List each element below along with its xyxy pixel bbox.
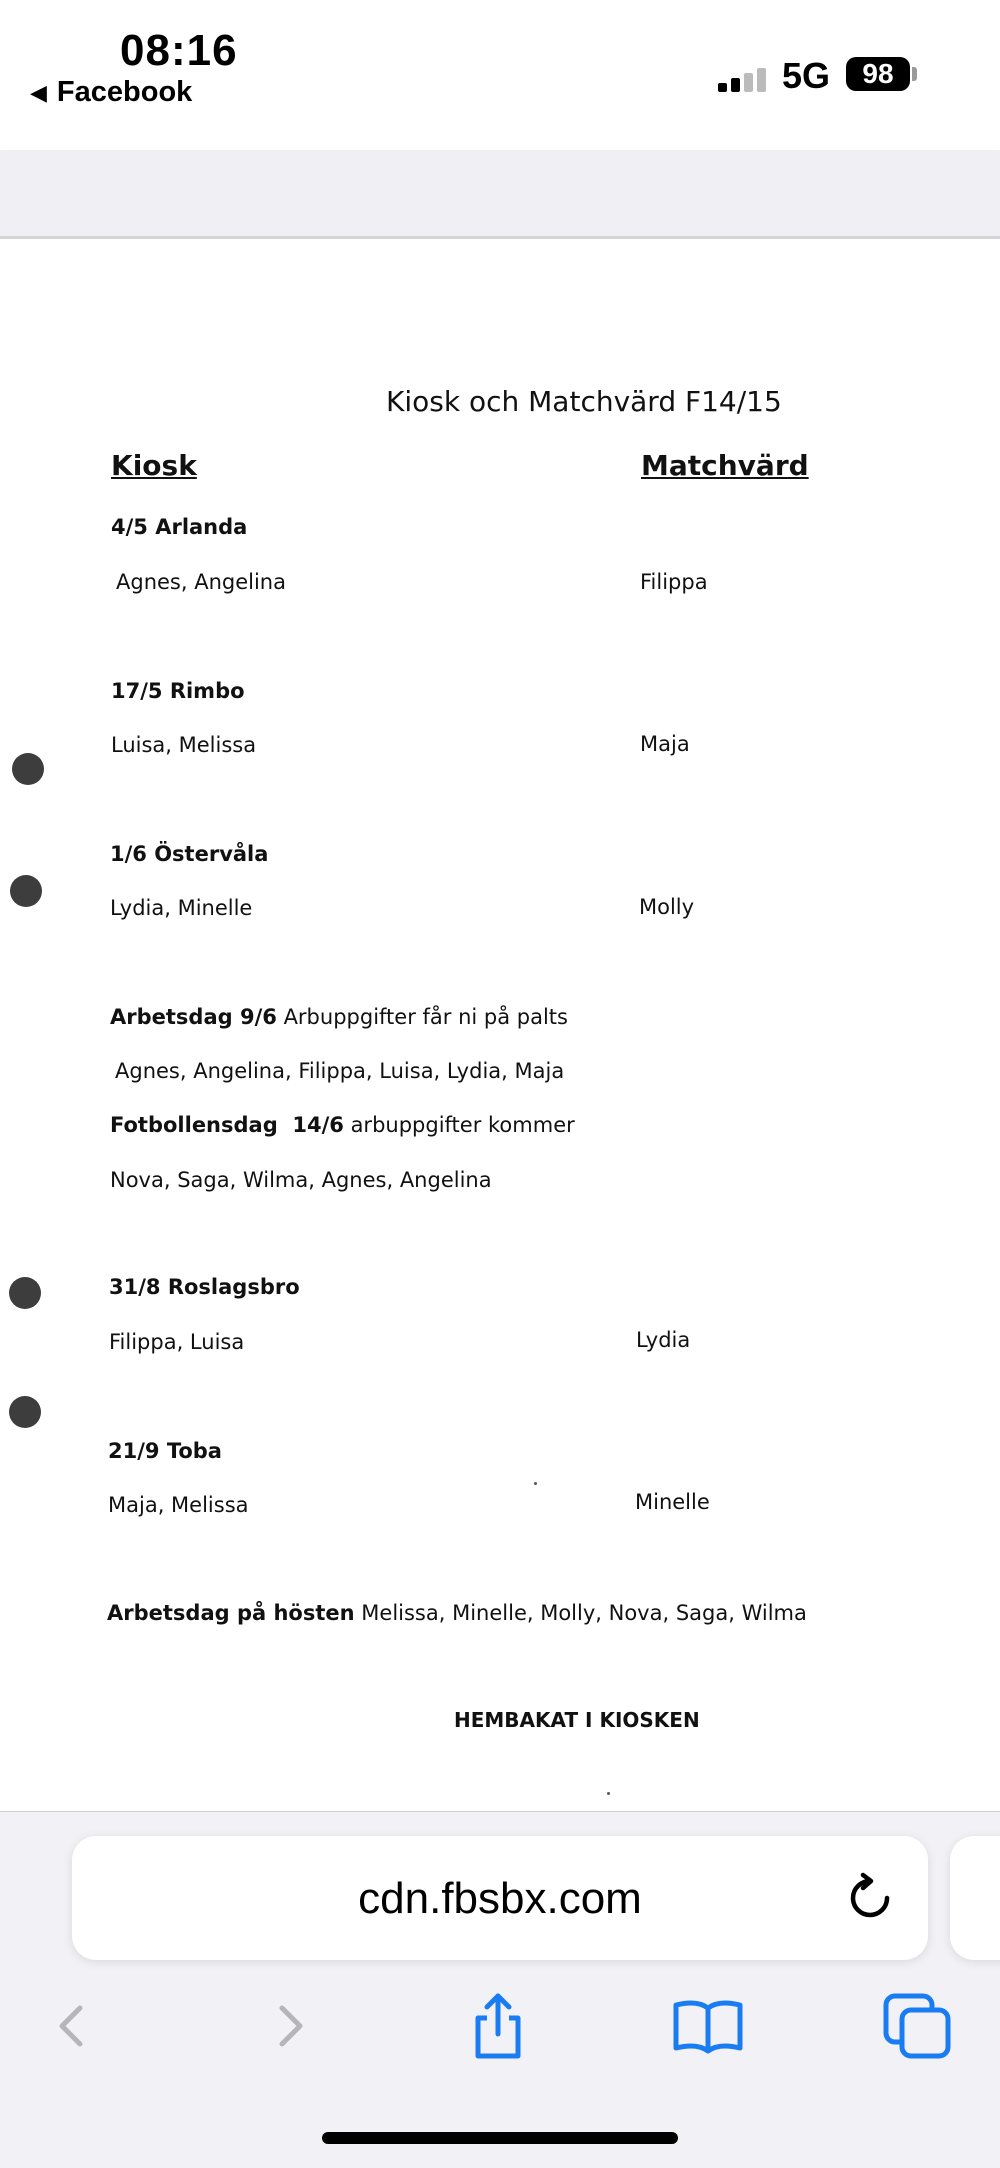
arbetsdag-label: Arbetsdag 9/6 [110, 1005, 277, 1029]
match-heading: 1/6 Östervåla [110, 842, 269, 866]
match-heading: 17/5 Rimbo [111, 679, 245, 703]
scan-speck [607, 1792, 610, 1795]
url-text: cdn.fbsbx.com [358, 1874, 642, 1923]
hosten-label: Arbetsdag på hösten [107, 1601, 355, 1625]
doc-footer: HEMBAKAT I KIOSKEN [454, 1708, 700, 1732]
signal-icon [718, 70, 770, 92]
back-app-label: Facebook [56, 76, 193, 108]
home-indicator[interactable] [322, 2132, 678, 2144]
browser-toolbar [0, 1811, 1000, 2168]
kiosk-names: Luisa, Melissa [111, 733, 257, 757]
kiosk-names: Filippa, Luisa [109, 1330, 245, 1354]
hosten-line [107, 1601, 807, 1625]
kiosk-column-heading: Kiosk [111, 449, 197, 482]
match-heading: 4/5 Arlanda [111, 515, 248, 539]
tabs-icon[interactable] [880, 1988, 956, 2064]
back-triangle-icon: ◀ [30, 79, 47, 105]
back-icon[interactable] [34, 1988, 110, 2064]
matchvard-name: Lydia [636, 1328, 691, 1352]
binder-hole [9, 1277, 41, 1309]
fotbollensdag-note: arbuppgifter kommer [350, 1113, 575, 1137]
clock: 08:16 [120, 26, 238, 75]
kiosk-names: Maja, Melissa [108, 1493, 249, 1517]
doc-title: Kiosk och Matchvärd F14/15 [386, 385, 782, 418]
next-tab-preview[interactable] [950, 1836, 1000, 1960]
matchvard-column-heading: Matchvärd [641, 449, 809, 482]
kiosk-names: Agnes, Angelina [116, 570, 286, 594]
arbetsdag-names: Agnes, Angelina, Filippa, Luisa, Lydia, Maja [115, 1059, 565, 1083]
network-type: 5G [782, 55, 831, 96]
fotbollensdag-line [110, 1113, 575, 1137]
matchvard-name: Molly [639, 895, 695, 919]
match-heading: 21/9 Toba [108, 1439, 222, 1463]
fotbollensdag-names: Nova, Saga, Wilma, Agnes, Angelina [110, 1168, 492, 1192]
matchvard-name: Filippa [640, 570, 708, 594]
arbetsdag-note: Arbuppgifter får ni på palts [283, 1005, 568, 1029]
matchvard-name: Maja [640, 732, 690, 756]
fotbollensdag-label: Fotbollensdag 14/6 [110, 1113, 344, 1137]
document-page [0, 239, 1000, 1811]
battery-tip [912, 67, 917, 81]
binder-hole [10, 875, 42, 907]
bookmarks-icon[interactable] [670, 1988, 746, 2064]
matchvard-name: Minelle [635, 1490, 710, 1514]
scan-speck [534, 1482, 537, 1485]
forward-icon[interactable] [252, 1988, 328, 2064]
arbetsdag-line [110, 1005, 568, 1029]
reload-icon[interactable] [842, 1870, 898, 1926]
status-bar [0, 0, 1000, 150]
page-top-band [0, 150, 1000, 239]
match-heading: 31/8 Roslagsbro [109, 1275, 300, 1299]
binder-hole [12, 753, 44, 785]
share-icon[interactable] [460, 1988, 536, 2064]
address-bar[interactable] [72, 1836, 928, 1960]
binder-hole [9, 1396, 41, 1428]
kiosk-names: Lydia, Minelle [110, 896, 253, 920]
hosten-names: Melissa, Minelle, Molly, Nova, Saga, Wilma [361, 1601, 807, 1625]
back-to-app-link[interactable] [30, 76, 192, 109]
battery-icon: 98 [846, 57, 910, 91]
